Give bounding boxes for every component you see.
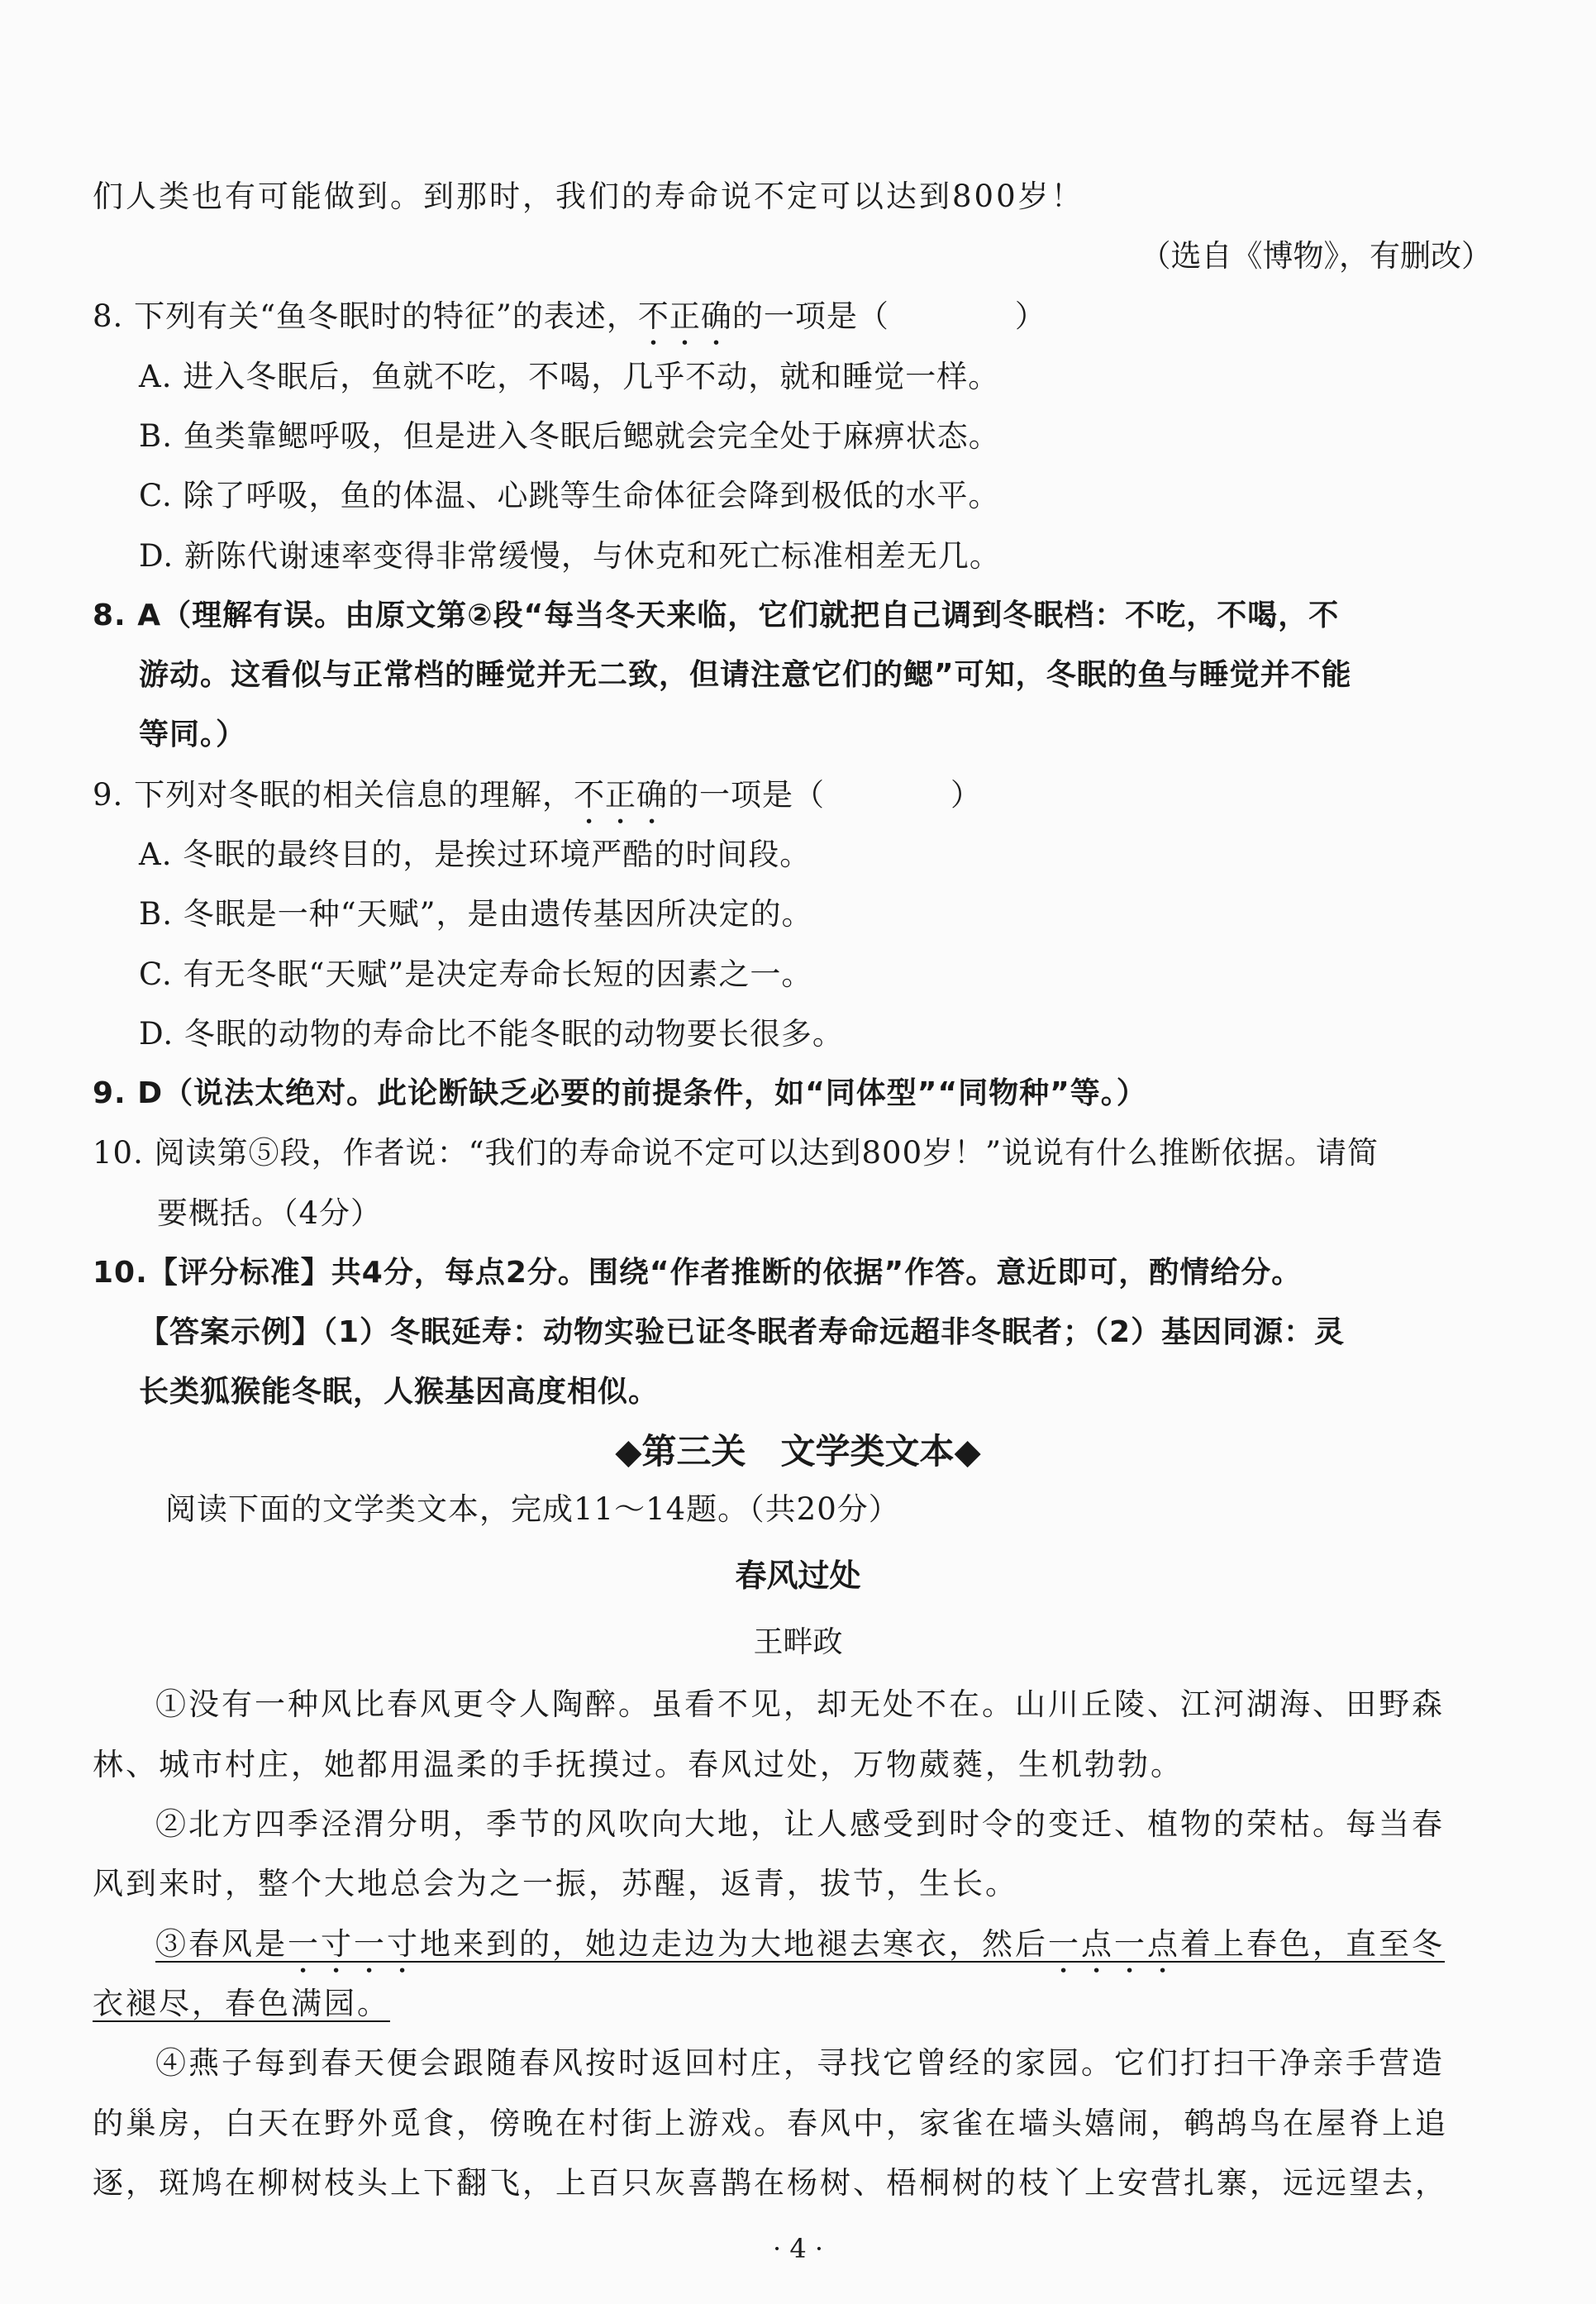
q10-stem-line-2: 要概括。（4分） [157,1195,383,1231]
emphasis-dots: 不正确 [574,777,669,813]
q9-stem: 9. 下列对冬眠的相关信息的理解，不正确的一项是（ ） [93,777,983,813]
p1-line-2: 林、城市村庄，她都用温柔的手抚摸过。春风过处，万物葳蕤，生机勃勃。 [93,1747,1184,1782]
p3-line-2: 衣褪尽，春色满园。 [93,1986,390,2021]
q10-answer-line-3: 长类狐猴能冬眠，人猴基因高度相似。 [139,1375,660,1409]
p4-line-3: 逐，斑鸠在柳树枝头上下翻飞，上百只灰喜鹊在杨树、梧桐树的枝丫上安营扎寨，远远望去， [93,2165,1448,2201]
section-instruction: 阅读下面的文学类文本，完成11～14题。（共20分） [165,1491,900,1527]
q9-option-c: C. 有无冬眠“天赋”是决定寿命长短的因素之一。 [139,956,813,992]
article-author: 王畔政 [753,1625,843,1659]
q8-option-a: A. 进入冬眠后，鱼就不吃，不喝，几乎不动，就和睡觉一样。 [139,359,1000,394]
source-note: （选自《博物》，有删改） [1140,238,1492,274]
p4-line-2: 的巢房，白天在野外觅食，傍晚在村街上游戏。春风中，家雀在墙头嬉闹，鹌鸪鸟在屋脊上追 [93,2106,1448,2141]
p3-line-1: ③春风是一寸一寸地来到的，她边走边为大地褪去寒衣，然后一点一点着上春色，直至冬 [155,1926,1445,1962]
q8-answer-line-2: 游动。这看似与正常档的睡觉并无二致，但请注意它们的鳃”可知，冬眠的鱼与睡觉并不能 [139,658,1352,692]
q10-answer-line-2: 【答案示例】（1）冬眠延寿：动物实验已证冬眠者寿命远超非冬眠者；（2）基因同源：灵 [139,1315,1346,1349]
article-title: 春风过处 [735,1557,861,1594]
q9-option-a: A. 冬眠的最终目的，是挨过环境严酷的时间段。 [139,837,812,872]
q9-option-d: D. 冬眠的动物的寿命比不能冬眠的动物要长很多。 [139,1016,844,1052]
emphasis-dots: 一点一点 [1048,1926,1180,1962]
q8-option-b: B. 鱼类靠鳃呼吸，但是进入冬眠后鳃就会完全处于麻痹状态。 [139,418,1000,454]
q9-option-b: B. 冬眠是一种“天赋”，是由遗传基因所决定的。 [139,896,813,932]
q8-stem: 8. 下列有关“鱼冬眠时的特征”的表述，不正确的一项是（ ） [93,298,1046,334]
p2-line-1: ②北方四季泾渭分明，季节的风吹向大地，让人感受到时令的变迁、植物的荣枯。每当春 [155,1806,1445,1842]
q9-answer: 9. D（说法太绝对。此论断缺乏必要的前提条件，如“同体型”“同物种”等。） [93,1076,1147,1110]
q10-stem-line-1: 10. 阅读第⑤段，作者说：“我们的寿命说不定可以达到800岁！”说说有什么推断依据。请简 [93,1135,1379,1171]
q8-answer-line-3: 等同。） [139,718,247,751]
q8-answer-line-1: 8. A（理解有误。由原文第②段“每当冬天来临，它们就把自己调到冬眠档：不吃，不喝，不 [93,599,1340,632]
p4-line-1: ④燕子每到春天便会跟随春风按时返回村庄，寻找它曾经的家园。它们打扫干净亲手营造 [155,2045,1445,2081]
q8-option-d: D. 新陈代谢速率变得非常缓慢，与休克和死亡标准相差无几。 [139,538,1001,574]
q8-option-c: C. 除了呼吸，鱼的体温、心跳等生命体征会降到极低的水平。 [139,478,1000,513]
emphasis-dots: 不正确 [637,298,732,334]
page-number: · 4 · [772,2233,824,2264]
emphasis-dots: 一寸一寸 [288,1926,420,1962]
p1-line-1: ①没有一种风比春风更令人陶醉。虽看不见，却无处不在。山川丘陵、江河湖海、田野森 [155,1686,1445,1722]
p2-line-2: 风到来时，整个大地总会为之一振，苏醒，返青，拔节，生长。 [93,1866,1018,1901]
section-title: ◆第三关 文学类文本◆ [615,1431,981,1472]
passage-end-line: 们人类也有可能做到。到那时，我们的寿命说不定可以达到800岁！ [93,179,1084,214]
q10-answer-line-1: 10.【评分标准】共4分，每点2分。围绕“作者推断的依据”作答。意近即可，酌情给分。 [93,1256,1303,1290]
